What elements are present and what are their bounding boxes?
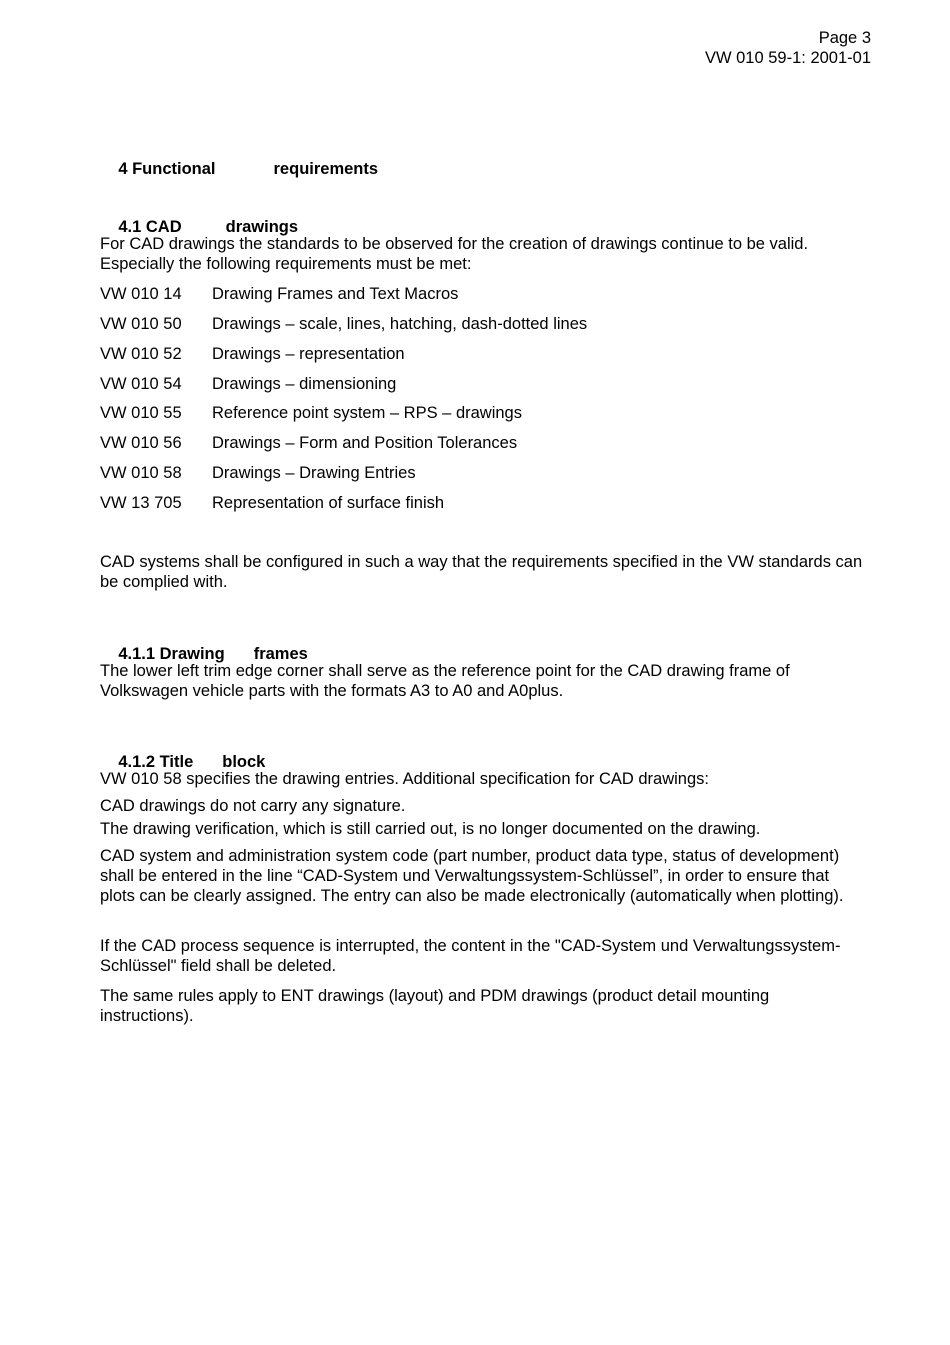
section-4-1-title-rest: drawings — [225, 218, 299, 236]
section-4-title-rest: requirements — [273, 160, 379, 178]
title-block-paragraph-1: VW 010 58 specifies the drawing entries. Additional specification for CAD drawings: — [100, 770, 709, 788]
page-header — [705, 28, 871, 68]
section-4-1-1-number-title: 4.1.1 Drawing — [118, 645, 225, 663]
standard-code: VW 010 54 — [100, 375, 182, 393]
section-4-1-intro: For CAD drawings the standards to be observed for the creation of drawings continue to be valid. Especially the following requirements must be met: — [100, 235, 809, 273]
title-block-paragraph-4: CAD system and administration system code (part number, product data type, status of development) shall be entered in the line “CAD-System und Verwaltungssystem-Schlüssel”, in order to ensure that plots can be clearly assigned. The entry can also be made electronically (automatically when plotting). — [100, 847, 844, 905]
page-number: Page 3 — [818, 29, 871, 47]
standard-description: Drawings – dimensioning — [212, 375, 397, 393]
standard-description: Drawing Frames and Text Macros — [212, 285, 459, 303]
standard-code: VW 010 58 — [100, 464, 182, 482]
standard-code: VW 13 705 — [100, 494, 182, 512]
cad-config-paragraph: CAD systems shall be configured in such a way that the requirements specified in the VW standards can be complied with. — [100, 553, 863, 591]
section-4-1-1-title-rest: frames — [253, 645, 308, 663]
section-4-1-number-title: 4.1 CAD — [118, 218, 182, 236]
title-block-paragraph-3: The drawing verification, which is still carried out, is no longer documented on the drawing. — [100, 820, 761, 838]
standard-description: Reference point system – RPS – drawings — [212, 404, 522, 422]
standard-code: VW 010 14 — [100, 285, 182, 303]
section-4-number-title: 4 Functional — [118, 160, 216, 178]
section-4-heading — [100, 141, 865, 198]
standard-description: Drawings – Form and Position Tolerances — [212, 434, 518, 452]
title-block-paragraph-5: If the CAD process sequence is interrupted, the content in the "CAD-System und Verwaltungssystem-Schlüssel" field shall be deleted. — [100, 937, 841, 975]
standard-code: VW 010 55 — [100, 404, 182, 422]
standard-code: VW 010 52 — [100, 345, 182, 363]
standard-description: Representation of surface finish — [212, 494, 445, 512]
standard-description: Drawings – scale, lines, hatching, dash-dotted lines — [212, 315, 588, 333]
section-4-1-2-title-rest: block — [222, 753, 266, 771]
title-block-paragraph-6: The same rules apply to ENT drawings (layout) and PDM drawings (product detail mounting instructions). — [100, 987, 770, 1025]
standard-description: Drawings – representation — [212, 345, 405, 363]
standard-code: VW 010 50 — [100, 315, 182, 333]
drawing-frames-paragraph: The lower left trim edge corner shall serve as the reference point for the CAD drawing frame of Volkswagen vehicle parts with the formats A3 to A0 and A0plus. — [100, 662, 790, 700]
document-id: VW 010 59-1: 2001-01 — [704, 49, 871, 67]
title-block-paragraph-2: CAD drawings do not carry any signature. — [100, 797, 406, 815]
section-4-1-2-number-title: 4.1.2 Title — [118, 753, 194, 771]
standard-description: Drawings – Drawing Entries — [212, 464, 416, 482]
standard-code: VW 010 56 — [100, 434, 182, 452]
